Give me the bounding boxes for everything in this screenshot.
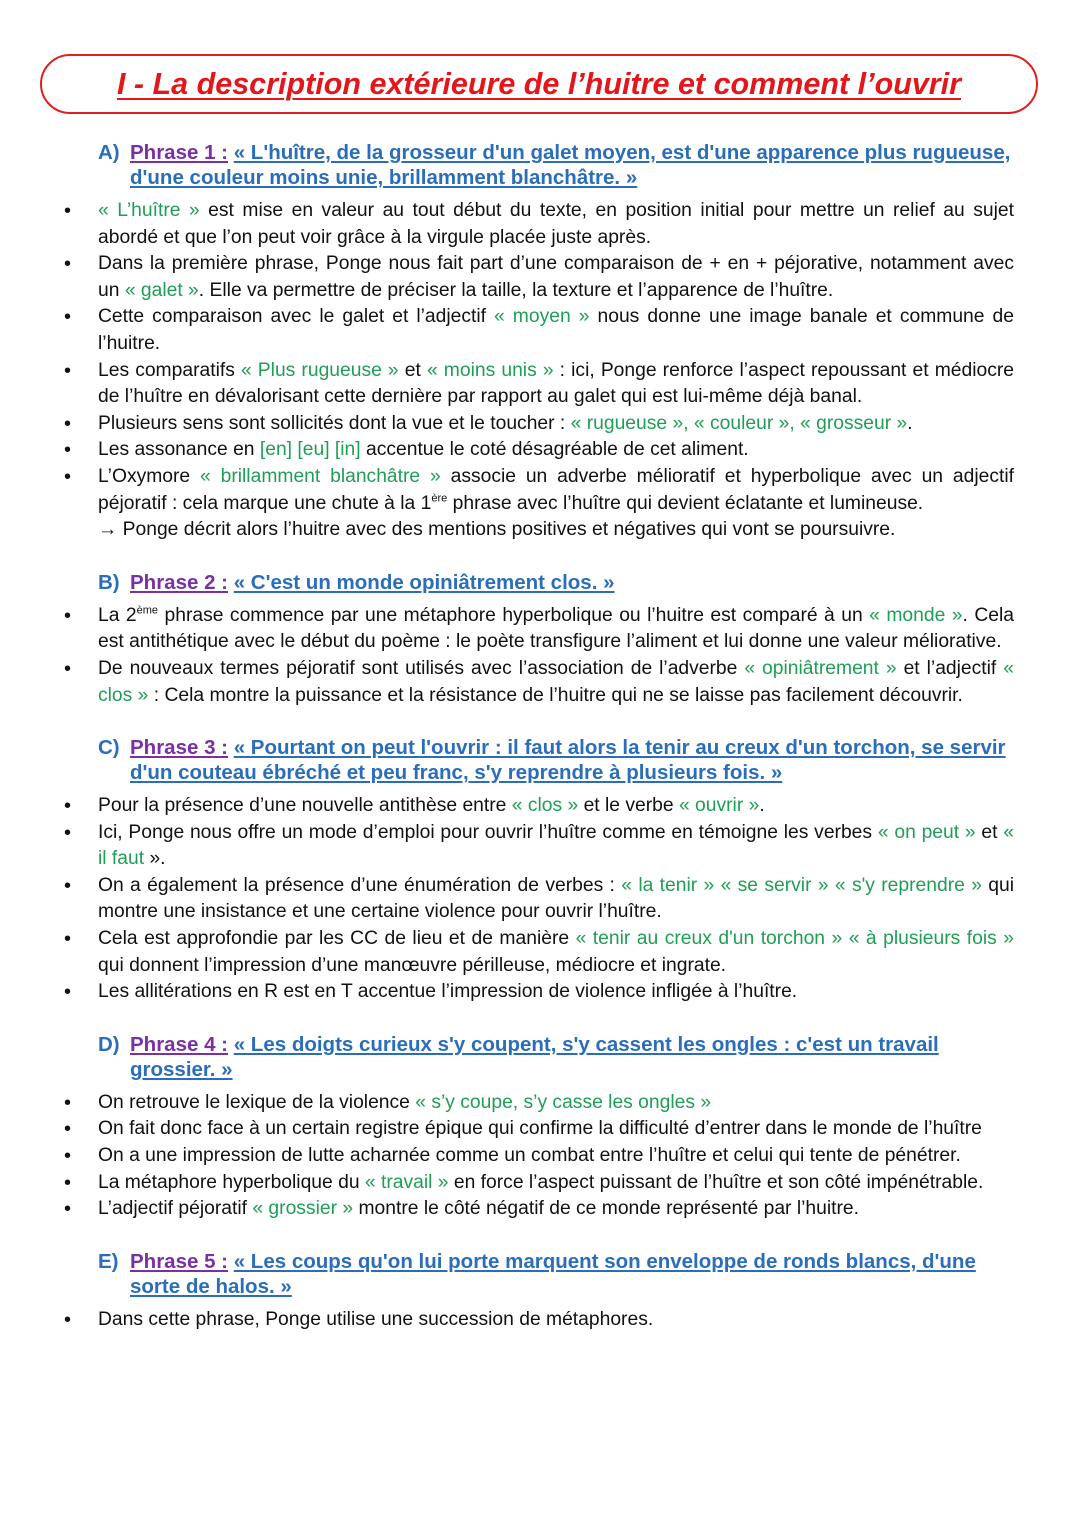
section-heading	[98, 570, 1020, 595]
phrase-quote: « C'est un monde opiniâtrement clos. »	[233, 570, 615, 594]
list-item: • On retrouve le lexique de la violence « s’y coupe, s’y casse les ongles »	[0, 1090, 1080, 1117]
phrase-label: Phrase 5 :	[130, 1249, 228, 1273]
phrase-quote: « Les coups qu'on lui porte marquent son enveloppe de ronds blancs, d'une sorte de halos. »	[130, 1249, 976, 1298]
list-item: • Ici, Ponge nous offre un mode d’emploi pour ouvrir l’huître comme en témoigne les verbes « on peut » et « il faut ».	[0, 820, 1080, 873]
list-item: • L’Oxymore « brillamment blanchâtre » associe un adverbe mélioratif et hyperbolique avec un adjectif péjoratif : cela marque une chute à la 1ère phrase avec l’huître qui devient éclatante et lumineuse. → Ponge décrit alors l’huitre avec des mentions positives et négatives qui vont se poursuivre.	[0, 464, 1080, 544]
section-heading	[98, 1249, 1020, 1299]
bullet-list	[0, 793, 1080, 1006]
phrase-quote: « Les doigts curieux s'y coupent, s'y cassent les ongles : c'est un travail grossier. »	[130, 1032, 939, 1081]
section-b	[0, 570, 1080, 709]
list-item: • On fait donc face à un certain registre épique qui confirme la difficulté d’entrer dans le monde de l’huître	[0, 1116, 1080, 1143]
list-item: • Les allitérations en R est en T accentue l’impression de violence infligée à l’huître.	[0, 979, 1080, 1006]
list-item: • Les comparatifs « Plus rugueuse » et « moins unis » : ici, Ponge renforce l’aspect repoussant et médiocre de l’huître en dévalorisant cette dernière par rapport au galet qui est lui-même déjà banal.	[0, 358, 1080, 411]
arrow-note: → Ponge décrit alors l’huitre avec des mentions positives et négatives qui vont se poursuivre.	[98, 519, 896, 541]
phrase-label: Phrase 1 :	[130, 141, 228, 164]
bullet-list	[0, 1307, 1080, 1334]
page-title: I - La description extérieure de l’huitre et comment l’ouvrir	[116, 66, 962, 101]
title-frame	[40, 54, 1038, 114]
list-item: • Cette comparaison avec le galet et l’adjectif « moyen » nous donne une image banale et commune de l’huitre.	[0, 304, 1080, 357]
bullet-list	[0, 198, 1080, 544]
list-item: • On a également la présence d’une énumération de verbes : « la tenir » « se servir » « s'y reprendre » qui montre une insistance et une certaine violence pour ouvrir l’huître.	[0, 873, 1080, 926]
list-item: • Plusieurs sens sont sollicités dont la vue et le toucher : « rugueuse », « couleur », « grosseur ».	[0, 411, 1080, 438]
section-letter: B)	[98, 570, 120, 594]
document-body	[0, 140, 1080, 1333]
phrase-label: Phrase 2 :	[130, 570, 228, 594]
phrase-label: Phrase 3 :	[130, 736, 228, 760]
section-d	[0, 1032, 1080, 1223]
phrase-quote: « Pourtant on peut l'ouvrir : il faut alors la tenir au creux d'un torchon, se servir d'un couteau ébréché et peu franc, s'y reprendre à plusieurs fois. »	[130, 736, 1006, 785]
section-a	[0, 140, 1080, 544]
list-item: • La métaphore hyperbolique du « travail » en force l’aspect puissant de l’huître et son côté impénétrable.	[0, 1170, 1080, 1197]
section-heading	[98, 735, 1020, 785]
list-item: • L’adjectif péjoratif « grossier » montre le côté négatif de ce monde représenté par l’huitre.	[0, 1196, 1080, 1223]
list-item: • De nouveaux termes péjoratif sont utilisés avec l’association de l’adverbe « opiniâtrement » et l’adjectif « clos » : Cela montre la puissance et la résistance de l’huitre qui ne se laisse pas facilement découvrir.	[0, 656, 1080, 709]
section-letter: C)	[98, 736, 120, 760]
list-item: • Cela est approfondie par les CC de lieu et de manière « tenir au creux d'un torchon » « à plusieurs fois » qui donnent l’impression d’une manœuvre périlleuse, médiocre et ingrate.	[0, 926, 1080, 979]
section-letter: A)	[98, 141, 120, 164]
section-letter: E)	[98, 1249, 119, 1273]
section-heading	[98, 1032, 1020, 1082]
list-item: • Les assonance en [en] [eu] [in] accentue le coté désagréable de cet aliment.	[0, 437, 1080, 464]
section-heading	[98, 140, 1020, 190]
list-item: • Pour la présence d’une nouvelle antithèse entre « clos » et le verbe « ouvrir ».	[0, 793, 1080, 820]
list-item: • La 2ème phrase commence par une métaphore hyperbolique ou l’huitre est comparé à un « monde ». Cela est antithétique avec le début du poème : le poète transfigure l’aliment et lui donne une valeur méliorative.	[0, 603, 1080, 656]
list-item: • Dans la première phrase, Ponge nous fait part d’une comparaison de + en + péjorative, notamment avec un « galet ». Elle va permettre de préciser la taille, la texture et l’apparence de l’huître.	[0, 251, 1080, 304]
bullet-list	[0, 1090, 1080, 1223]
section-c	[0, 735, 1080, 1006]
list-item: • Dans cette phrase, Ponge utilise une succession de métaphores.	[0, 1307, 1080, 1334]
phrase-quote: « L'huître, de la grosseur d'un galet moyen, est d'une apparence plus rugueuse, d'une couleur moins unie, brillamment blanchâtre. »	[130, 141, 1011, 189]
section-letter: D)	[98, 1032, 120, 1056]
section-e	[0, 1249, 1080, 1334]
list-item: • On a une impression de lutte acharnée comme un combat entre l’huître et celui qui tente de pénétrer.	[0, 1143, 1080, 1170]
bullet-list	[0, 603, 1080, 709]
phrase-label: Phrase 4 :	[130, 1032, 228, 1056]
list-item: • « L’huître » est mise en valeur au tout début du texte, en position initial pour mettre un relief au sujet abordé et que l’on peut voir grâce à la virgule placée juste après.	[0, 198, 1080, 251]
